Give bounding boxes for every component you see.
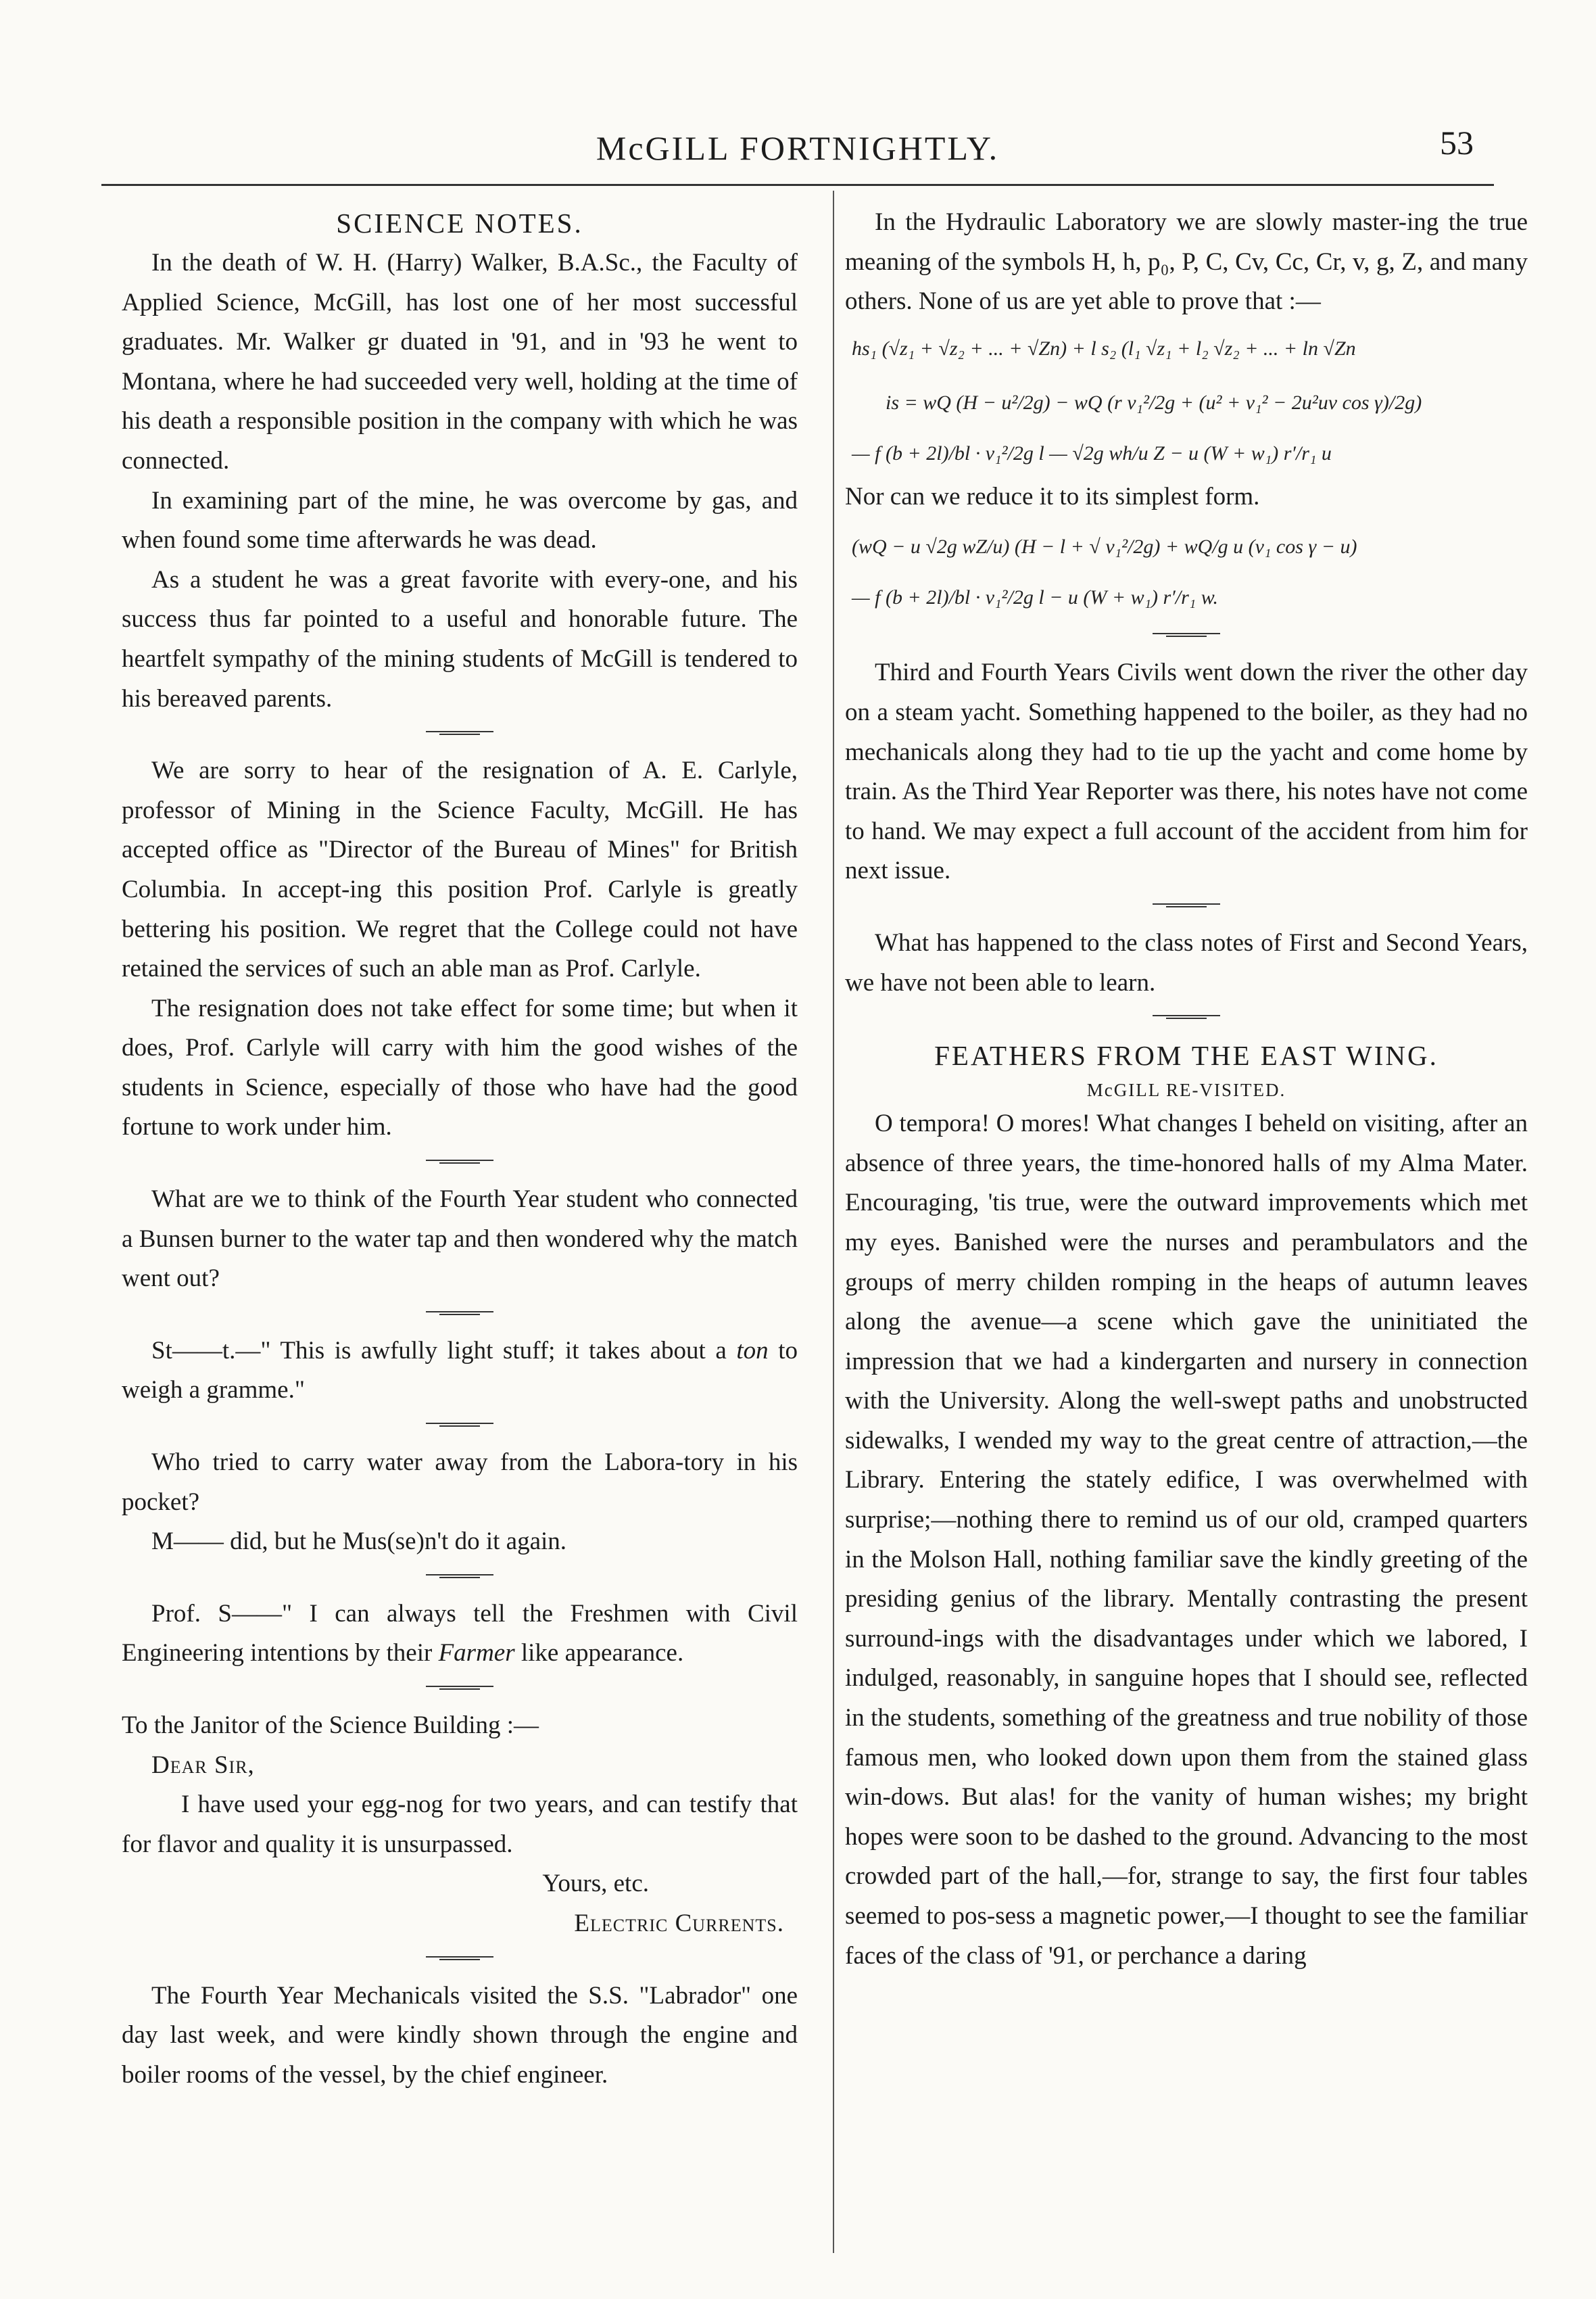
freshmen-italic: Farmer	[438, 1639, 515, 1667]
separator-rule	[1149, 1014, 1224, 1020]
running-title: McGILL FORTNIGHTLY.	[596, 129, 1000, 167]
walker-paragraph-3: As a student he was a great favorite with every-one, and his success thus far pointed to a useful and honorable future. The heartfelt sympathy of the mining students of McGill is tendered to his bereaved parents.	[122, 565, 798, 713]
freshmen-text: Prof. S——" I can always tell the Freshmen with Civil Engineering intentions by their	[122, 1599, 798, 1667]
walker-paragraph-2: In examining part of the mine, he was overcome by gas, and when found some time afterwards he was dead.	[122, 486, 798, 554]
carlyle-paragraph-1: We are sorry to hear of the resignation of A. E. Carlyle, professor of Mining in the Science Faculty, McGill. He has accepted office as "Director of the Bureau of Mines" for British Columbia. In accept-ing this position Prof. Carlyle is greatly bettering his position. We regret that the College could not have retained the services of such an able man as Prof. Carlyle.	[122, 757, 798, 983]
feathers-paragraph: O tempora! O mores! What changes I beheld on visiting, after an absence of three years, the time-honored halls of my Alma Mater. Encouraging, 'tis true, were the outward improvements which met my eyes. Banished were the nurses and perambulators and the groups of merry childen romping in the heaps of autumn leaves along the avenue—a scene which gave the uninitiated the impression that we had a kindergarten and nursery in connection with the University. Along the well-swept paths and unobstructed sidewalks, I wended my way to the great centre of attraction,—the Library. Entering the stately edifice, I was overwhelmed with surprise;—nothing there to remind us of our old, cramped quarters in the Molson Hall, nothing familiar save the kindly greeting of the presiding genius of the library. Mentally contrasting the present surround-ings with the disadvantages under which we labored, I indulged, reasonably, in sanguine hopes that I should see, reflected in the students, something of the greatness and true nobility of those famous men, who looked down upon them from the stained glass win-dows. But alas! for the vanity of human wishes; my bright hopes were soon to be dashed to the ground. Advancing to the most crowded part of the hall,—for, strange to say, the first four tables seemed to pos-sess a magnetic power,—I thought to see the familiar faces of the class of '91, or perchance a daring	[845, 1110, 1528, 1970]
equation-1-line-2: is = wQ (H − u²/2g) − wQ (r v₁²/2g + (u² + v₁² − 2u²uv cos γ)/2g)	[886, 391, 1422, 414]
page-header	[101, 123, 1494, 172]
light-stuff-italic: ton	[736, 1336, 769, 1365]
walker-paragraph-1: In the death of W. H. (Harry) Walker, B.A.Sc., the Faculty of Applied Science, McGill, has lost one of her most successful graduates. Mr. Walker gr duated in '91, and in '93 he went to Montana, where he had succeeded very well, holding at the time of his death a responsible position in the company with which he was connected.	[122, 249, 798, 475]
freshmen-paragraph	[122, 1594, 798, 1674]
light-stuff-text: St——t.—" This is awfully light stuff; it takes about a	[151, 1336, 737, 1365]
civils-paragraph: Third and Fourth Years Civils went down the river the other day on a steam yacht. Something happened to the boiler, as they had no mechanicals along they had to tie up the yacht and come home by train. As the Third Year Reporter was there, his notes have not come to hand. We may expect a full account of the accident from him for next issue.	[845, 659, 1528, 885]
freshmen-text-end: like appearance.	[514, 1639, 684, 1667]
separator-rule	[422, 1684, 497, 1691]
bunsen-paragraph: What are we to think of the Fourth Year student who connected a Bunsen burner to the water tap and then wondered why the match went out?	[122, 1185, 798, 1293]
light-stuff-paragraph	[122, 1331, 798, 1411]
separator-rule	[422, 1158, 497, 1165]
right-column	[845, 203, 1528, 1976]
separator-rule	[1149, 632, 1224, 638]
separator-rule	[422, 730, 497, 736]
separator-rule	[422, 1421, 497, 1428]
equation-2-svg	[845, 519, 1528, 621]
labrador-paragraph: The Fourth Year Mechanicals visited the S.S. "Labrador" one day last week, and were kindly shown through the engine and boiler rooms of the vessel, by the chief engineer.	[122, 1981, 798, 2089]
equation-2-line-1: (wQ − u √2g wZ/u) (H − l + √ v₁²/2g) + wQ/g u (v₁ cos γ − u)	[852, 536, 1357, 559]
equation-1-svg	[845, 325, 1528, 473]
separator-rule	[422, 1573, 497, 1580]
left-column	[122, 203, 798, 2095]
equation-2-line-2: — f (b + 2l)/bl · v₁²/2g l − u (W + w₁) r′/r₁ w.	[852, 586, 1219, 609]
water-answer: M—— did, but he Mus(se)n't do it again.	[151, 1527, 567, 1556]
science-notes-heading: SCIENCE NOTES.	[336, 208, 583, 239]
header-rule	[101, 184, 1494, 186]
feathers-subheading: McGILL RE-VISITED.	[1086, 1080, 1286, 1101]
letter-body: I have used your egg-nog for two years, and can testify that for flavor and quality it is unsurpassed.	[122, 1791, 798, 1858]
page-number: 53	[1440, 124, 1474, 162]
separator-rule	[422, 1310, 497, 1317]
hydraulic-middle: Nor can we reduce it to its simplest form.	[845, 482, 1260, 511]
equation-1-line-3: — f (b + 2l)/bl · v₁²/2g l — √2g wh/u Z − u (W + w₁) r′/r₁ u	[852, 442, 1332, 465]
letter-address: To the Janitor of the Science Building :—	[122, 1711, 539, 1739]
equation-block-1	[845, 325, 1528, 473]
column-divider	[833, 191, 834, 2253]
hydraulic-intro: In the Hydraulic Laboratory we are slowly master-ing the true meaning of the symbols H, h, p₀, P, C, Cv, Cc, Cr, v, g, Z, and many others. None of us are yet able to prove that :—	[845, 208, 1528, 316]
feathers-heading: FEATHERS FROM THE EAST WING.	[934, 1040, 1438, 1072]
letter-salutation: Dear Sir,	[151, 1751, 255, 1779]
letter-signature: Electric Currents.	[574, 1909, 784, 1937]
water-question: Who tried to carry water away from the Labora-tory in his pocket?	[122, 1448, 798, 1516]
equation-block-2	[845, 519, 1528, 621]
light-stuff-text-end: to weigh a gramme."	[122, 1336, 798, 1404]
separator-rule	[422, 1955, 497, 1962]
separator-rule	[1149, 902, 1224, 909]
carlyle-paragraph-2: The resignation does not take effect for some time; but when it does, Prof. Carlyle will carry with him the good wishes of the students in Science, especially of those who have had the good fortune to work under him.	[122, 994, 798, 1141]
letter-closing: Yours, etc.	[542, 1870, 649, 1898]
class-notes-paragraph: What has happened to the class notes of First and Second Years, we have not been able to learn.	[845, 928, 1528, 997]
equation-1-line-1: hs₁ (√z₁ + √z₂ + ... + √Zn) + l s₂ (l₁ √z₁ + l₂ √z₂ + ... + ln √Zn	[852, 337, 1356, 360]
